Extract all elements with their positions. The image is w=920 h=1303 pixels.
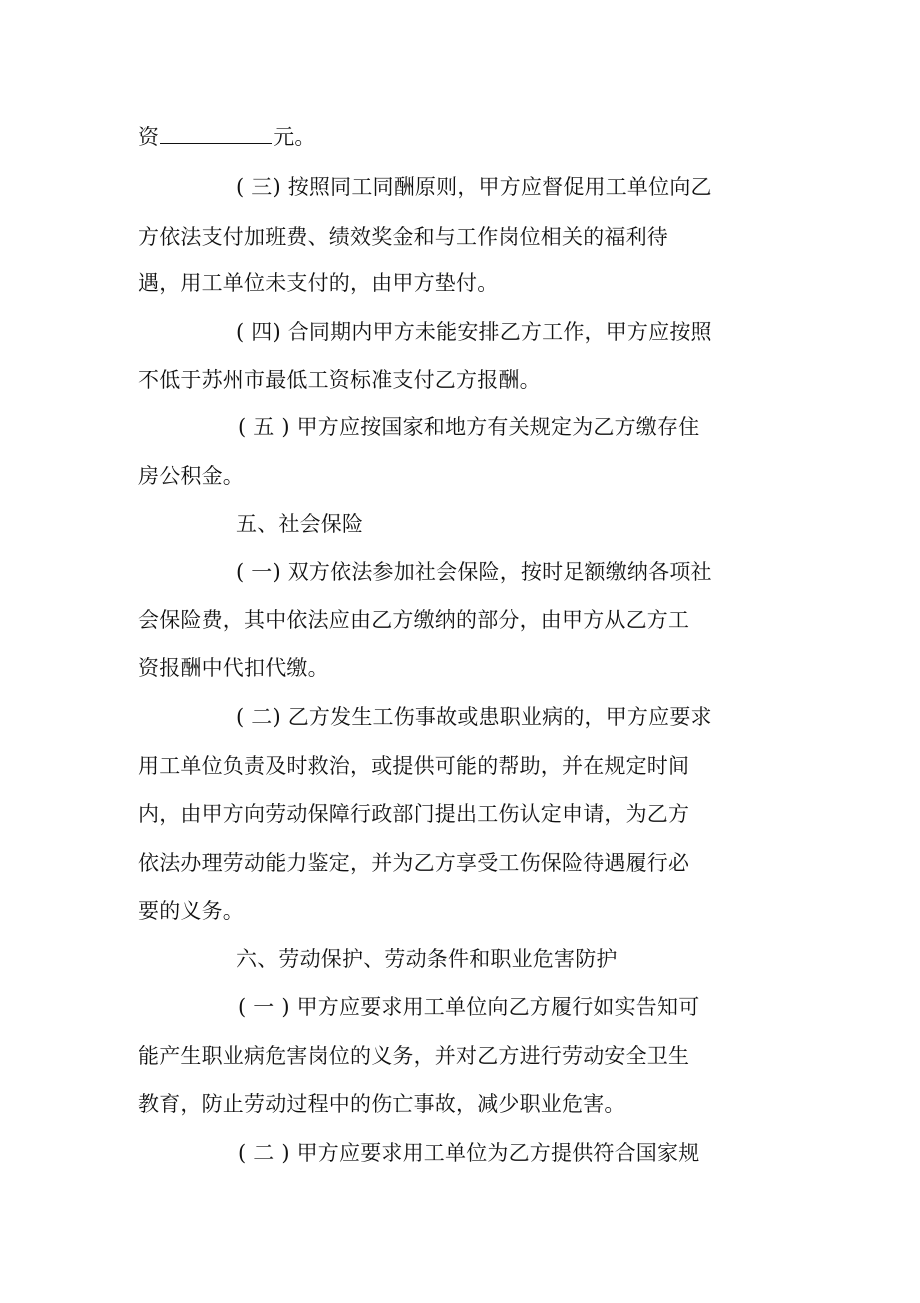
paragraph-line: 教育，防止劳动过程中的伤亡事故，减少职业危害。: [138, 1092, 626, 1116]
paragraph-line: 资报酬中代扣代缴。: [138, 656, 329, 680]
paragraph-line: ( 四) 合同期内甲方未能安排乙方工作，甲方应按照: [236, 320, 712, 344]
paragraph-line: ( 五 ) 甲方应按国家和地方有关规定为乙方缴存住: [238, 415, 700, 439]
paragraph-line: ( 一 ) 甲方应要求用工单位向乙方履行如实告知可: [238, 995, 700, 1019]
paragraph-line: ( 二 ) 甲方应要求用工单位为乙方提供符合国家规: [238, 1141, 700, 1165]
paragraph-line: 方依法支付加班费、绩效奖金和与工作岗位相关的福利待: [138, 225, 668, 249]
paragraph-line: 要的义务。: [138, 899, 244, 923]
text-line: [138, 125, 316, 149]
line-suffix: 元。: [273, 125, 316, 149]
fill-in-blank: [160, 125, 272, 144]
paragraph-line: 遇，用工单位未支付的，由甲方垫付。: [138, 271, 499, 295]
paragraph-line: 能产生职业病危害岗位的义务，并对乙方进行劳动安全卫生: [138, 1044, 690, 1068]
line-prefix: 资: [138, 125, 160, 149]
paragraph-line: 房公积金。: [138, 464, 244, 488]
paragraph-line: 依法办理劳动能力鉴定，并为乙方享受工伤保险待遇履行必: [138, 851, 690, 875]
paragraph-line: 用工单位负责及时救治，或提供可能的帮助，并在规定时间: [138, 754, 690, 778]
paragraph-line: 会保险费，其中依法应由乙方缴纳的部分，由甲方从乙方工: [138, 608, 690, 632]
paragraph-line: 不低于苏州市最低工资标准支付乙方报酬。: [138, 368, 541, 392]
section-heading: 六、劳动保护、劳动条件和职业危害防护: [236, 947, 618, 971]
paragraph-line: ( 二) 乙方发生工伤事故或患职业病的，甲方应要求: [236, 705, 712, 729]
paragraph-line: ( 一) 双方依法参加社会保险，按时足额缴纳各项社: [236, 560, 712, 584]
section-heading: 五、社会保险: [236, 512, 364, 536]
paragraph-line: ( 三) 按照同工同酬原则，甲方应督促用工单位向乙: [236, 175, 712, 199]
paragraph-line: 内，由甲方向劳动保障行政部门提出工伤认定申请，为乙方: [138, 802, 690, 826]
